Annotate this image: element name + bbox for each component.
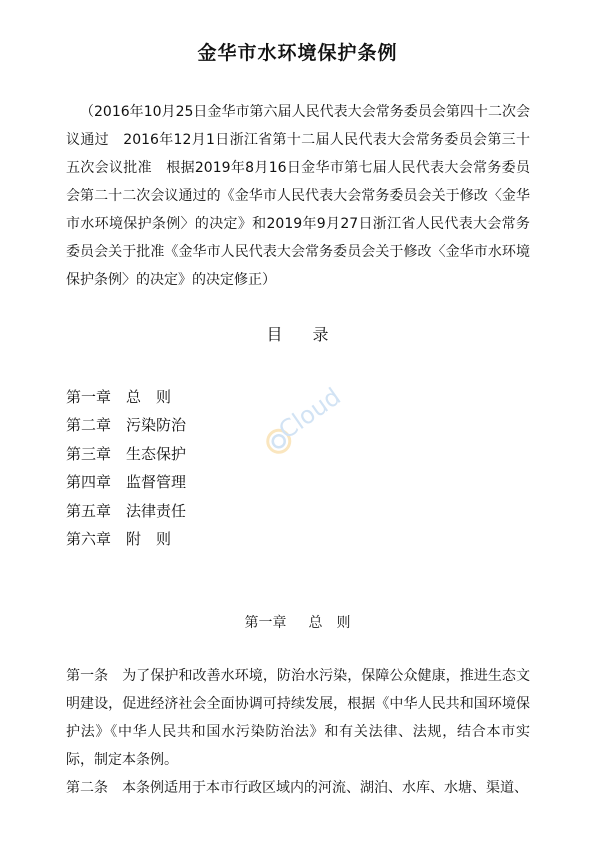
chapter-heading <box>0 612 595 632</box>
toc-item <box>66 468 186 496</box>
toc-chapter-number: 第六章 <box>66 530 112 549</box>
chapter-number: 第一章 <box>244 615 287 631</box>
preamble: （2016年10月25日金华市第六届人民代表大会常务委员会第四十二次会议通过 2016年12月1日浙江省第十二届人民代表大会常务委员会第三十五次会议批准 根据2019年8月16日金华市第七届人民代表大会常务委员会第二十二次会议通过的《金华市人民代表大会常务委员会关于修改〈金华市水环境保护条例〉的决定》和2019年9月27日浙江省人民代表大会常务委员会关于批准《金华市人民代表大会常务委员会关于修改〈金华市水环境保护条例〉的决定》的决定修正） <box>66 104 530 288</box>
toc-chapter-title: 法律责任 <box>126 501 187 520</box>
toc-chapter-title: 附 则 <box>126 530 172 549</box>
article-number: 第一条 <box>66 668 109 684</box>
toc-chapter-title: 总 则 <box>126 388 172 406</box>
toc-heading: 目录 <box>266 325 359 344</box>
watermark-text: Cloud <box>273 382 346 445</box>
toc-chapter-title: 污染防治 <box>126 416 187 435</box>
document-title: 金华市水环境保护条例 <box>197 42 398 64</box>
toc-chapter-title: 监督管理 <box>126 473 187 492</box>
toc-item <box>66 440 186 468</box>
toc-chapter-number: 第四章 <box>66 473 112 492</box>
article-number: 第二条 <box>66 780 108 796</box>
toc-chapter-number: 第三章 <box>66 444 112 463</box>
toc-item <box>66 525 186 553</box>
cloud-logo-icon <box>250 369 366 476</box>
toc-item <box>66 497 186 525</box>
article <box>66 774 530 802</box>
article <box>66 662 530 774</box>
toc-chapter-number: 第一章 <box>66 388 112 406</box>
toc-chapter-title: 生态保护 <box>126 444 187 463</box>
toc-chapter-number: 第二章 <box>66 416 112 435</box>
article-text: 本条例适用于本市行政区域内的河流、湖泊、水库、水塘、渠道、 <box>122 780 528 796</box>
table-of-contents <box>66 383 186 553</box>
article-text: 为了保护和改善水环境，防治水污染，保障公众健康，推进生态文明建设，促进经济社会全面协调可持续发展，根据《中华人民共和国环境保护法》《中华人民共和国水污染防治法》和有关法律、法规，结合本市实际，制定本条例。 <box>66 668 530 768</box>
chapter-title: 总 则 <box>308 615 351 631</box>
toc-chapter-number: 第五章 <box>66 501 112 520</box>
toc-item <box>66 411 186 439</box>
toc-item <box>66 383 186 411</box>
